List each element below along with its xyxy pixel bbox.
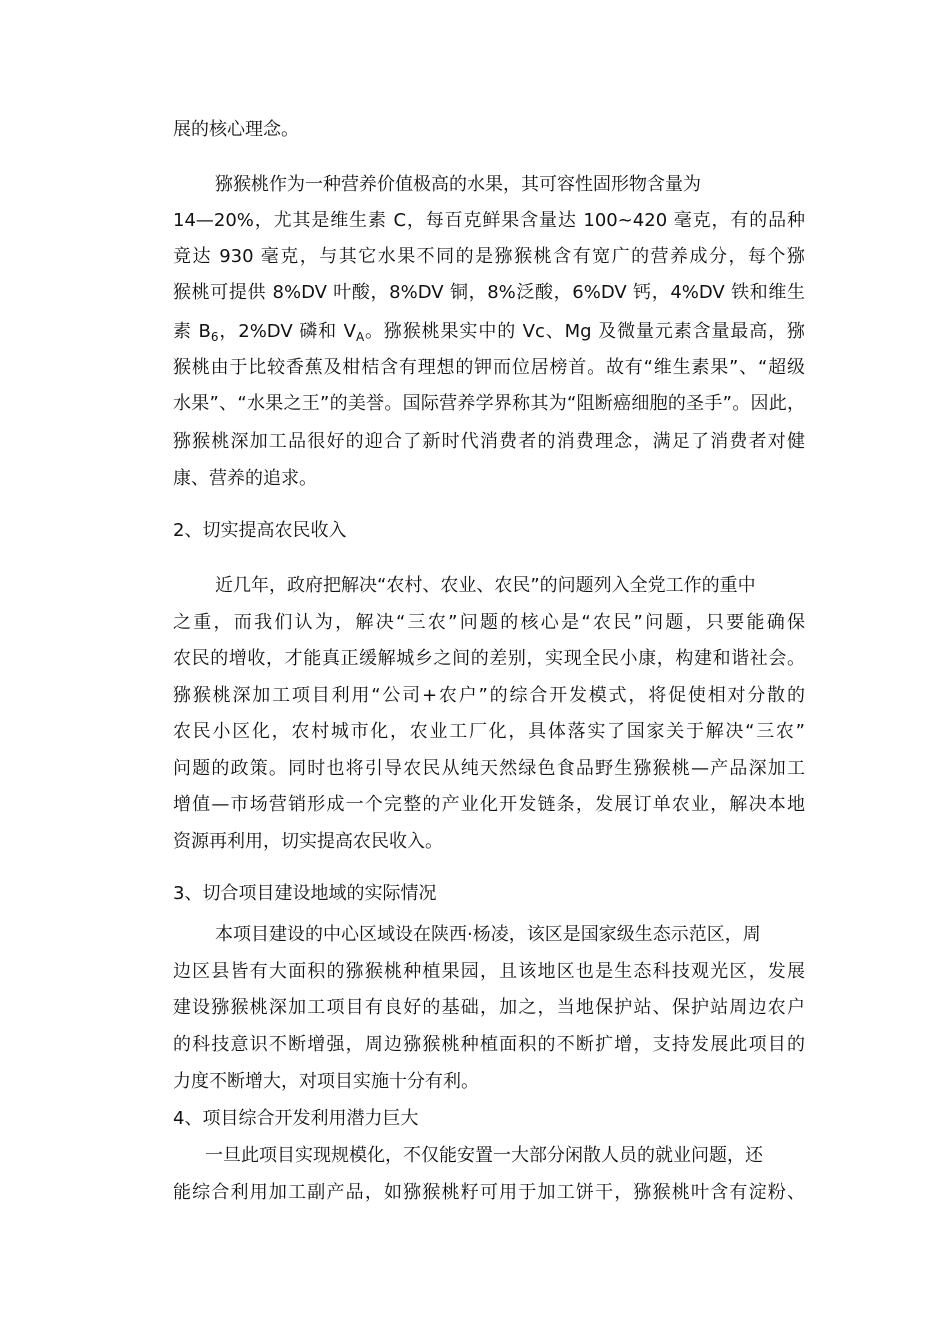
text-line: 展的核心理念。	[173, 119, 299, 140]
text-line: 边区县皆有大面积的猕猴桃种植果园，且该地区也是生态科技观光区，发展	[173, 961, 805, 982]
text-line: 能综合利用加工副产品，如猕猴桃籽可用于加工饼干，猕猴桃叶含有淀粉、	[173, 1182, 805, 1203]
text-line: 康、营养的追求。	[173, 468, 317, 489]
text-line: 农民小区化，农村城市化，农业工厂化，具体落实了国家关于解决“三农”	[173, 721, 805, 742]
paragraph-first-line: 近几年，政府把解决“农村、农业、农民”的问题列入全党工作的重中	[215, 575, 756, 596]
text-line: 之重，而我们认为，解决“三农”问题的核心是“农民”问题，只要能确保	[173, 612, 805, 633]
text-line: 猴桃由于比较香蕉及柑桔含有理想的钾而位居榜首。故有“维生素果”、“超级	[173, 357, 805, 378]
paragraph-first-line: 本项目建设的中心区域设在陕西·杨凌，该区是国家级生态示范区，周	[215, 924, 761, 945]
text-line: 力度不断增大，对项目实施十分有利。	[173, 1071, 479, 1092]
section-heading: 4、项目综合开发利用潜力巨大	[173, 1108, 419, 1129]
paragraph-first-line: 一旦此项目实现规模化，不仅能安置一大部分闲散人员的就业问题，还	[205, 1145, 763, 1166]
text-line: 增值—市场营销形成一个完整的产业化开发链条，发展订单农业，解决本地	[173, 794, 805, 815]
text-line: 资源再利用，切实提高农民收入。	[173, 831, 443, 852]
text-segment: ，2%DV 磷和 V	[218, 321, 356, 342]
text-line: 猕猴桃深加工品很好的迎合了新时代消费者的消费理念，满足了消费者对健	[173, 431, 805, 452]
section-heading: 2、切实提高农民收入	[173, 520, 347, 541]
text-line-with-subscripts	[173, 320, 805, 344]
text-line: 竟达 930 毫克，与其它水果不同的是猕猴桃含有宽广的营养成分，每个猕	[173, 246, 805, 267]
text-line: 14—20%，尤其是维生素 C，每百克鲜果含量达 100~420 毫克，有的品种	[173, 210, 805, 231]
text-segment: 。猕猴桃果实中的 Vc、Mg 及微量元素含量最高，猕	[364, 321, 806, 342]
text-line: 的科技意识不断增强，周边猕猴桃种植面积的不断扩增，支持发展此项目的	[173, 1034, 805, 1055]
text-line: 猕猴桃深加工项目利用“公司+农户”的综合开发模式，将促使相对分散的	[173, 685, 805, 706]
paragraph-first-line: 猕猴桃作为一种营养价值极高的水果，其可容性固形物含量为	[215, 174, 701, 195]
text-line: 农民的增收，才能真正缓解城乡之间的差别，实现全民小康，构建和谐社会。	[173, 648, 805, 669]
subscript: A	[355, 330, 365, 344]
text-line: 建设猕猴桃深加工项目有良好的基础，加之，当地保护站、保护站周边农户	[173, 997, 805, 1018]
text-segment: 素 B	[173, 321, 211, 342]
text-line: 水果”、“水果之王”的美誉。国际营养学界称其为“阻断癌细胞的圣手”。因此，	[173, 393, 805, 414]
section-heading: 3、切合项目建设地域的实际情况	[173, 883, 437, 904]
subscript: 6	[210, 330, 219, 344]
text-line: 问题的政策。同时也将引导农民从纯天然绿色食品野生猕猴桃—产品深加工	[173, 758, 805, 779]
text-line: 猴桃可提供 8%DV 叶酸，8%DV 铜，8%泛酸，6%DV 钙，4%DV 铁和维生	[173, 282, 805, 303]
